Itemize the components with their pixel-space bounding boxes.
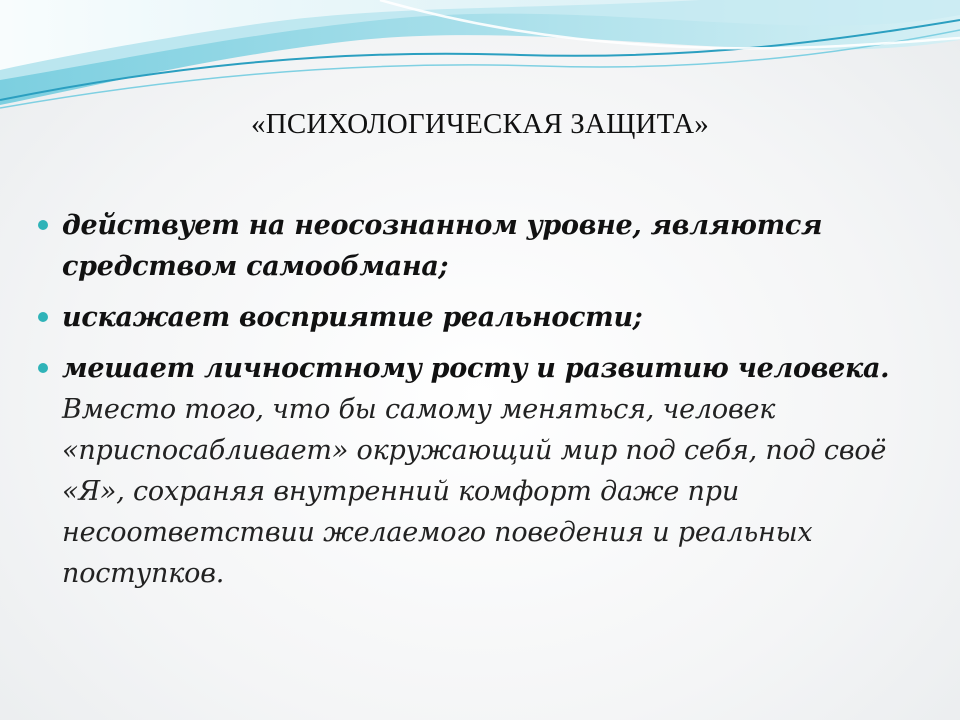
bullet-bold-text: действует на неосознанном уровне, являются средством самообмана; bbox=[62, 210, 823, 282]
bullet-icon bbox=[38, 312, 48, 322]
bullet-icon bbox=[38, 363, 48, 373]
bullet-bold-text: мешает личностному росту и развитию человека. bbox=[62, 353, 890, 384]
list-item bbox=[38, 205, 898, 287]
list-item bbox=[38, 348, 915, 594]
bullet-text: Вместо того, что бы самому меняться, человек «приспосабливает» окружающий мир под себя, под своё «Я», сохраняя внутренний комфорт даже при несоответствии желаемого поведения и реальных поступков. bbox=[62, 353, 915, 589]
bullet-bold-text: искажает восприятие реальности; bbox=[62, 302, 643, 333]
bullet-list bbox=[38, 205, 915, 604]
list-item bbox=[38, 297, 898, 338]
bullet-icon bbox=[38, 220, 48, 230]
header-wave-decoration bbox=[0, 0, 960, 120]
slide-title: «ПСИХОЛОГИЧЕСКАЯ ЗАЩИТА» bbox=[251, 108, 709, 140]
